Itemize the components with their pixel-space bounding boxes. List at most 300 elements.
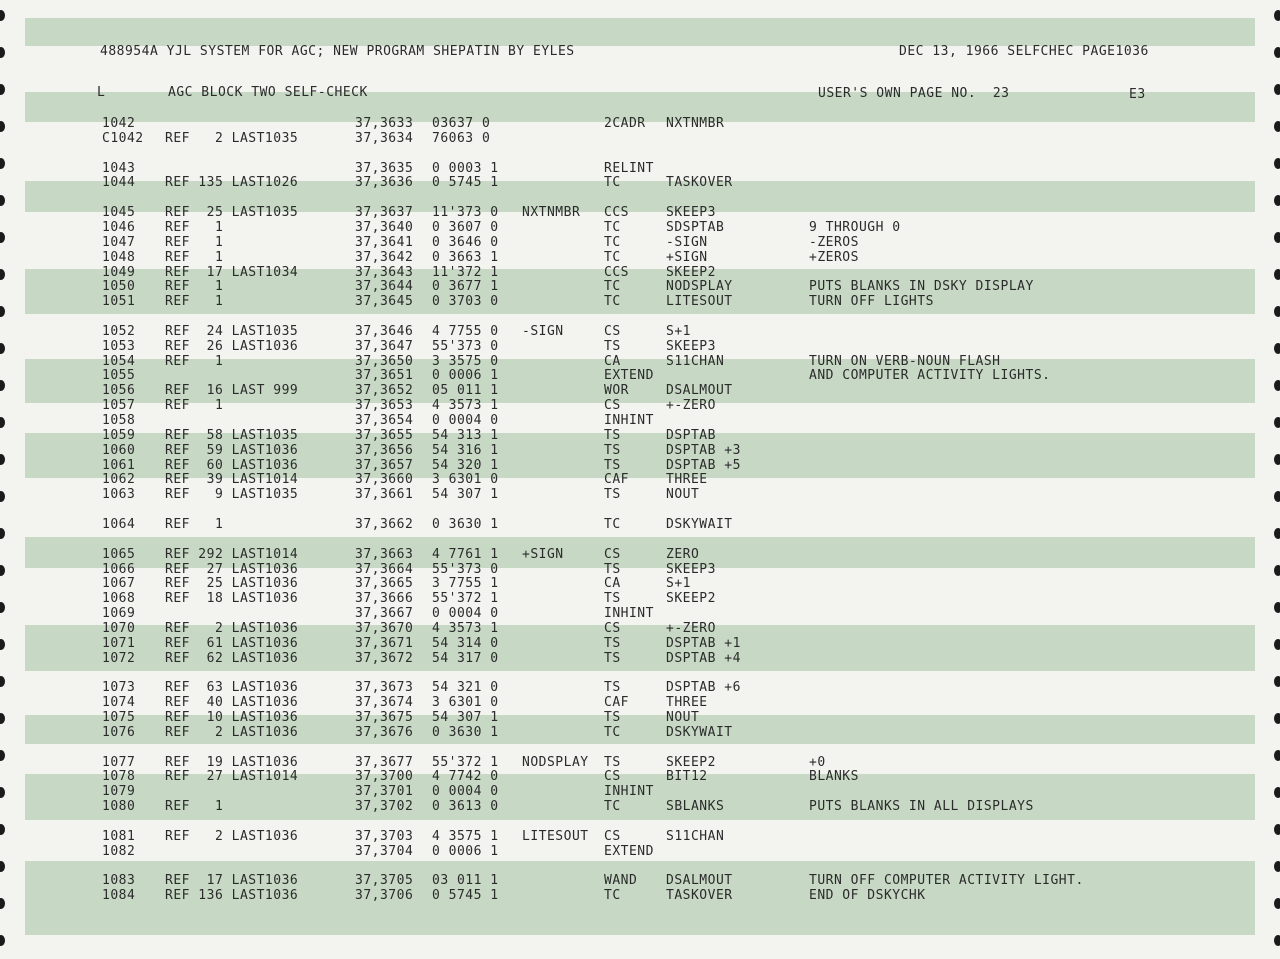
cell-op: TS bbox=[604, 710, 621, 725]
cell-arg: DSPTAB +1 bbox=[666, 635, 741, 651]
cell-code: 4 3575 1 bbox=[432, 828, 499, 844]
user-page-number: USER'S OWN PAGE NO. 23 bbox=[818, 86, 1010, 101]
cell-op: WOR bbox=[604, 383, 629, 399]
cell-code: 55'372 1 bbox=[432, 754, 499, 770]
cell-code: 0 0006 1 bbox=[432, 843, 499, 859]
cell-ref: REF 292 LAST1014 bbox=[165, 546, 299, 562]
cell-line: 1054 bbox=[102, 353, 136, 369]
cell-line: 1048 bbox=[102, 249, 136, 265]
cell-code: 54 307 1 bbox=[432, 487, 499, 503]
cell-line: 1079 bbox=[102, 784, 136, 800]
cell-arg: DSKYWAIT bbox=[666, 724, 733, 740]
cell-arg: SKEEP3 bbox=[666, 561, 716, 577]
cell-op: CA bbox=[604, 576, 621, 592]
listing-row bbox=[0, 547, 1280, 562]
cell-op: TS bbox=[604, 635, 621, 651]
cell-cmt: TURN OFF COMPUTER ACTIVITY LIGHT. bbox=[809, 873, 1084, 889]
cell-ref: REF 10 LAST1036 bbox=[165, 710, 299, 725]
listing-row bbox=[0, 472, 1280, 487]
cell-label: NODSPLAY bbox=[522, 754, 589, 770]
cell-arg: SKEEP3 bbox=[666, 205, 716, 221]
listing-row bbox=[0, 309, 1280, 324]
cell-ref: REF 2 LAST1035 bbox=[165, 130, 299, 146]
cell-addr: 37,3651 bbox=[355, 368, 414, 384]
cell-arg: S+1 bbox=[666, 576, 691, 592]
cell-ref: REF 18 LAST1036 bbox=[165, 591, 299, 607]
cell-code: 55'373 0 bbox=[432, 561, 499, 577]
cell-addr: 37,3677 bbox=[355, 754, 414, 770]
cell-line: 1065 bbox=[102, 546, 136, 562]
cell-op: TS bbox=[604, 442, 621, 458]
cell-line: 1047 bbox=[102, 234, 136, 250]
cell-arg: DSPTAB +3 bbox=[666, 442, 741, 458]
cell-code: 0 0006 1 bbox=[432, 368, 499, 384]
listing-row bbox=[0, 755, 1280, 770]
listing-row bbox=[0, 621, 1280, 636]
tractor-hole bbox=[1274, 935, 1280, 946]
cell-addr: 37,3641 bbox=[355, 234, 414, 250]
cell-code: 3 3575 0 bbox=[432, 353, 499, 369]
cell-line: 1058 bbox=[102, 413, 136, 428]
cell-line: 1063 bbox=[102, 487, 136, 503]
cell-line: 1045 bbox=[102, 205, 136, 221]
cell-op: TS bbox=[604, 680, 621, 696]
listing-row bbox=[0, 250, 1280, 265]
cell-code: 54 316 1 bbox=[432, 442, 499, 458]
cell-ref: REF 62 LAST1036 bbox=[165, 650, 299, 666]
cell-addr: 37,3655 bbox=[355, 427, 414, 443]
cell-code: 0 3663 1 bbox=[432, 249, 499, 265]
cell-arg: THREE bbox=[666, 695, 708, 711]
cell-addr: 37,3700 bbox=[355, 769, 414, 785]
cell-addr: 37,3653 bbox=[355, 398, 414, 414]
listing-row bbox=[0, 680, 1280, 695]
cell-arg: SBLANKS bbox=[666, 799, 725, 815]
cell-line: 1064 bbox=[102, 516, 136, 532]
listing-row bbox=[0, 695, 1280, 710]
listing-row bbox=[0, 784, 1280, 799]
cell-op: TS bbox=[604, 650, 621, 666]
cell-op: TC bbox=[604, 279, 621, 295]
cell-addr: 37,3705 bbox=[355, 873, 414, 889]
cell-code: 0 0003 1 bbox=[432, 160, 499, 176]
cell-arg: TASKOVER bbox=[666, 888, 733, 904]
listing-row bbox=[0, 161, 1280, 176]
cell-line: 1072 bbox=[102, 650, 136, 666]
listing-row bbox=[0, 636, 1280, 651]
cell-line: 1076 bbox=[102, 724, 136, 740]
cell-op: CA bbox=[604, 353, 621, 369]
cell-line: 1081 bbox=[102, 828, 136, 844]
cell-addr: 37,3675 bbox=[355, 710, 414, 725]
tractor-hole bbox=[1274, 47, 1280, 58]
cell-op: CS bbox=[604, 546, 621, 562]
cell-op: TS bbox=[604, 591, 621, 607]
cell-line: 1042 bbox=[102, 116, 136, 131]
cell-line: 1077 bbox=[102, 754, 136, 770]
cell-code: 05 011 1 bbox=[432, 383, 499, 399]
cell-code: 3 7755 1 bbox=[432, 576, 499, 592]
cell-code: 0 3613 0 bbox=[432, 799, 499, 815]
cell-code: 4 7761 1 bbox=[432, 546, 499, 562]
listing-row bbox=[0, 413, 1280, 428]
listing-row bbox=[0, 725, 1280, 740]
cell-cmt: TURN OFF LIGHTS bbox=[809, 294, 934, 310]
cell-arg: NXTNMBR bbox=[666, 116, 725, 131]
cell-ref: REF 1 bbox=[165, 234, 224, 250]
cell-line: C1042 bbox=[102, 130, 144, 146]
cell-code: 0 5745 1 bbox=[432, 175, 499, 191]
cell-addr: 37,3635 bbox=[355, 160, 414, 176]
cell-op: TC bbox=[604, 234, 621, 250]
tractor-hole bbox=[1274, 84, 1280, 95]
listing-row bbox=[0, 383, 1280, 398]
cell-arg: BIT12 bbox=[666, 769, 708, 785]
cell-ref: REF 24 LAST1035 bbox=[165, 323, 299, 339]
cell-code: 55'372 1 bbox=[432, 591, 499, 607]
cell-line: 1082 bbox=[102, 843, 136, 859]
listing-row bbox=[0, 606, 1280, 621]
cell-addr: 37,3634 bbox=[355, 130, 414, 146]
cell-code: 4 3573 1 bbox=[432, 398, 499, 414]
listing-row bbox=[0, 294, 1280, 309]
cell-ref: REF 1 bbox=[165, 294, 224, 310]
cell-code: 0 3630 1 bbox=[432, 516, 499, 532]
cell-op: TC bbox=[604, 219, 621, 235]
cell-arg: DSPTAB +5 bbox=[666, 457, 741, 473]
cell-code: 11'373 0 bbox=[432, 205, 499, 221]
cell-addr: 37,3704 bbox=[355, 843, 414, 859]
tractor-hole bbox=[0, 10, 5, 21]
cell-op: TS bbox=[604, 561, 621, 577]
listing-row bbox=[0, 220, 1280, 235]
cell-op: INHINT bbox=[604, 413, 654, 428]
cell-addr: 37,3671 bbox=[355, 635, 414, 651]
listing-row bbox=[0, 829, 1280, 844]
listing-row bbox=[0, 116, 1280, 131]
cell-addr: 37,3657 bbox=[355, 457, 414, 473]
cell-addr: 37,3665 bbox=[355, 576, 414, 592]
cell-ref: REF 16 LAST 999 bbox=[165, 383, 299, 399]
cell-op: TC bbox=[604, 294, 621, 310]
listing-row bbox=[0, 517, 1280, 532]
cell-addr: 37,3654 bbox=[355, 413, 414, 428]
cell-line: 1044 bbox=[102, 175, 136, 191]
cell-line: 1049 bbox=[102, 264, 136, 280]
cell-ref: REF 58 LAST1035 bbox=[165, 427, 299, 443]
cell-op: 2CADR bbox=[604, 116, 646, 131]
listing-row bbox=[0, 740, 1280, 755]
cell-code: 54 313 1 bbox=[432, 427, 499, 443]
cell-code: 03637 0 bbox=[432, 116, 491, 131]
listing-row bbox=[0, 532, 1280, 547]
cell-op: CS bbox=[604, 828, 621, 844]
cell-arg: -SIGN bbox=[666, 234, 708, 250]
listing-row bbox=[0, 562, 1280, 577]
cell-op: CCS bbox=[604, 264, 629, 280]
cell-line: 1070 bbox=[102, 620, 136, 636]
cell-addr: 37,3642 bbox=[355, 249, 414, 265]
cell-arg: DSALMOUT bbox=[666, 383, 733, 399]
cell-op: TS bbox=[604, 338, 621, 354]
listing-row bbox=[0, 651, 1280, 666]
cell-addr: 37,3647 bbox=[355, 338, 414, 354]
cell-addr: 37,3703 bbox=[355, 828, 414, 844]
cell-label: +SIGN bbox=[522, 546, 564, 562]
cell-addr: 37,3701 bbox=[355, 784, 414, 800]
cell-cmt: 9 THROUGH 0 bbox=[809, 219, 901, 235]
cell-line: 1059 bbox=[102, 427, 136, 443]
cell-op: TC bbox=[604, 888, 621, 904]
cell-addr: 37,3666 bbox=[355, 591, 414, 607]
cell-addr: 37,3633 bbox=[355, 116, 414, 131]
cell-ref: REF 40 LAST1036 bbox=[165, 695, 299, 711]
cell-op: TS bbox=[604, 457, 621, 473]
cell-line: 1053 bbox=[102, 338, 136, 354]
cell-ref: REF 25 LAST1036 bbox=[165, 576, 299, 592]
cell-arg: SKEEP2 bbox=[666, 591, 716, 607]
listing-row bbox=[0, 502, 1280, 517]
listing-row bbox=[0, 873, 1280, 888]
cell-op: CS bbox=[604, 398, 621, 414]
cell-code: 0 3703 0 bbox=[432, 294, 499, 310]
cell-addr: 37,3702 bbox=[355, 799, 414, 815]
listing-row bbox=[0, 814, 1280, 829]
cell-arg: ZERO bbox=[666, 546, 700, 562]
cell-code: 0 5745 1 bbox=[432, 888, 499, 904]
cell-line: 1046 bbox=[102, 219, 136, 235]
cell-op: EXTEND bbox=[604, 843, 654, 859]
cell-ref: REF 2 LAST1036 bbox=[165, 620, 299, 636]
cell-addr: 37,3646 bbox=[355, 323, 414, 339]
listing-row bbox=[0, 235, 1280, 250]
cell-op: CS bbox=[604, 323, 621, 339]
cell-line: 1043 bbox=[102, 160, 136, 176]
cell-line: 1068 bbox=[102, 591, 136, 607]
cell-addr: 37,3672 bbox=[355, 650, 414, 666]
tractor-hole bbox=[0, 84, 5, 95]
cell-arg: SDSPTAB bbox=[666, 219, 725, 235]
cell-line: 1060 bbox=[102, 442, 136, 458]
cell-code: 4 7742 0 bbox=[432, 769, 499, 785]
cell-op: RELINT bbox=[604, 160, 654, 176]
listing-row bbox=[0, 888, 1280, 903]
cell-arg: DSALMOUT bbox=[666, 873, 733, 889]
cell-op: TC bbox=[604, 799, 621, 815]
cell-cmt: BLANKS bbox=[809, 769, 859, 785]
cell-label: NXTNMBR bbox=[522, 205, 581, 221]
cell-arg: DSKYWAIT bbox=[666, 516, 733, 532]
cell-ref: REF 39 LAST1014 bbox=[165, 472, 299, 488]
cell-code: 0 3607 0 bbox=[432, 219, 499, 235]
cell-addr: 37,3706 bbox=[355, 888, 414, 904]
cell-code: 0 3677 1 bbox=[432, 279, 499, 295]
cell-cmt: PUTS BLANKS IN ALL DISPLAYS bbox=[809, 799, 1034, 815]
cell-addr: 37,3637 bbox=[355, 205, 414, 221]
cell-op: CAF bbox=[604, 695, 629, 711]
cell-line: 1071 bbox=[102, 635, 136, 651]
cell-arg: SKEEP2 bbox=[666, 754, 716, 770]
listing-row bbox=[0, 324, 1280, 339]
cell-ref: REF 1 bbox=[165, 398, 224, 414]
cell-addr: 37,3670 bbox=[355, 620, 414, 636]
cell-arg: S+1 bbox=[666, 323, 691, 339]
listing-row bbox=[0, 175, 1280, 190]
cell-line: 1074 bbox=[102, 695, 136, 711]
cell-line: 1075 bbox=[102, 710, 136, 725]
cell-addr: 37,3640 bbox=[355, 219, 414, 235]
cell-addr: 37,3643 bbox=[355, 264, 414, 280]
cell-ref: REF 26 LAST1036 bbox=[165, 338, 299, 354]
cell-code: 54 317 0 bbox=[432, 650, 499, 666]
cell-ref: REF 27 LAST1014 bbox=[165, 769, 299, 785]
cell-op: TC bbox=[604, 249, 621, 265]
cell-line: 1067 bbox=[102, 576, 136, 592]
cell-cmt: +0 bbox=[809, 754, 826, 770]
listing-marker: L bbox=[97, 85, 106, 100]
listing-code: E3 bbox=[1129, 87, 1146, 102]
cell-op: TC bbox=[604, 516, 621, 532]
cell-line: 1055 bbox=[102, 368, 136, 384]
cell-ref: REF 1 bbox=[165, 353, 224, 369]
cell-line: 1061 bbox=[102, 457, 136, 473]
cell-ref: REF 1 bbox=[165, 279, 224, 295]
listing-row bbox=[0, 591, 1280, 606]
listing-row bbox=[0, 279, 1280, 294]
cell-op: CCS bbox=[604, 205, 629, 221]
cell-line: 1051 bbox=[102, 294, 136, 310]
listing-row bbox=[0, 428, 1280, 443]
cell-addr: 37,3645 bbox=[355, 294, 414, 310]
cell-cmt: TURN ON VERB-NOUN FLASH bbox=[809, 353, 1001, 369]
cell-addr: 37,3650 bbox=[355, 353, 414, 369]
cell-ref: REF 135 LAST1026 bbox=[165, 175, 299, 191]
cell-line: 1062 bbox=[102, 472, 136, 488]
cell-line: 1066 bbox=[102, 561, 136, 577]
cell-addr: 37,3667 bbox=[355, 606, 414, 622]
cell-addr: 37,3662 bbox=[355, 516, 414, 532]
cell-code: 4 7755 0 bbox=[432, 323, 499, 339]
cell-addr: 37,3663 bbox=[355, 546, 414, 562]
cell-arg: TASKOVER bbox=[666, 175, 733, 191]
cell-label: LITESOUT bbox=[522, 828, 589, 844]
cell-line: 1052 bbox=[102, 323, 136, 339]
listing-row bbox=[0, 487, 1280, 502]
cell-line: 1056 bbox=[102, 383, 136, 399]
tractor-hole bbox=[1274, 10, 1280, 21]
cell-arg: SKEEP2 bbox=[666, 264, 716, 280]
cell-arg: +-ZERO bbox=[666, 398, 716, 414]
cell-code: 55'373 0 bbox=[432, 338, 499, 354]
cell-arg: +SIGN bbox=[666, 249, 708, 265]
header-title: 488954A YJL SYSTEM FOR AGC; NEW PROGRAM SHEPATIN BY EYLES bbox=[100, 44, 575, 59]
cell-code: 3 6301 0 bbox=[432, 472, 499, 488]
cell-ref: REF 1 bbox=[165, 516, 224, 532]
cell-ref: REF 1 bbox=[165, 799, 224, 815]
cell-code: 4 3573 1 bbox=[432, 620, 499, 636]
cell-code: 54 307 1 bbox=[432, 710, 499, 725]
cell-line: 1050 bbox=[102, 279, 136, 295]
cell-addr: 37,3636 bbox=[355, 175, 414, 191]
cell-addr: 37,3644 bbox=[355, 279, 414, 295]
listing-row bbox=[0, 799, 1280, 814]
listing-row bbox=[0, 769, 1280, 784]
cell-op: TS bbox=[604, 427, 621, 443]
listing-row bbox=[0, 265, 1280, 280]
cell-op: INHINT bbox=[604, 606, 654, 622]
cell-code: 54 314 0 bbox=[432, 635, 499, 651]
tractor-hole bbox=[0, 935, 5, 946]
listing-row bbox=[0, 131, 1280, 146]
listing-row bbox=[0, 443, 1280, 458]
cell-code: 3 6301 0 bbox=[432, 695, 499, 711]
listing-row bbox=[0, 205, 1280, 220]
cell-addr: 37,3673 bbox=[355, 680, 414, 696]
cell-op: CS bbox=[604, 769, 621, 785]
cell-line: 1057 bbox=[102, 398, 136, 414]
listing-row bbox=[0, 859, 1280, 874]
listing-row bbox=[0, 458, 1280, 473]
listing-row bbox=[0, 146, 1280, 161]
cell-code: 03 011 1 bbox=[432, 873, 499, 889]
cell-addr: 37,3660 bbox=[355, 472, 414, 488]
cell-addr: 37,3661 bbox=[355, 487, 414, 503]
listing-row bbox=[0, 398, 1280, 413]
cell-op: EXTEND bbox=[604, 368, 654, 384]
header-date-page: DEC 13, 1966 SELFCHEC PAGE1036 bbox=[899, 44, 1149, 59]
cell-line: 1080 bbox=[102, 799, 136, 815]
listing-row bbox=[0, 354, 1280, 369]
cell-op: INHINT bbox=[604, 784, 654, 800]
cell-arg: DSPTAB bbox=[666, 427, 716, 443]
listing-row bbox=[0, 844, 1280, 859]
cell-addr: 37,3656 bbox=[355, 442, 414, 458]
listing-row bbox=[0, 665, 1280, 680]
listing-row bbox=[0, 339, 1280, 354]
cell-op: CAF bbox=[604, 472, 629, 488]
cell-ref: REF 2 LAST1036 bbox=[165, 724, 299, 740]
cell-ref: REF 63 LAST1036 bbox=[165, 680, 299, 696]
cell-op: CS bbox=[604, 620, 621, 636]
cell-arg: +-ZERO bbox=[666, 620, 716, 636]
cell-cmt: AND COMPUTER ACTIVITY LIGHTS. bbox=[809, 368, 1051, 384]
cell-ref: REF 1 bbox=[165, 249, 224, 265]
cell-ref: REF 25 LAST1035 bbox=[165, 205, 299, 221]
cell-code: 0 0004 0 bbox=[432, 606, 499, 622]
cell-code: 54 320 1 bbox=[432, 457, 499, 473]
cell-arg: THREE bbox=[666, 472, 708, 488]
cell-arg: DSPTAB +6 bbox=[666, 680, 741, 696]
listing-title: AGC BLOCK TWO SELF-CHECK bbox=[168, 85, 368, 100]
cell-addr: 37,3652 bbox=[355, 383, 414, 399]
cell-ref: REF 19 LAST1036 bbox=[165, 754, 299, 770]
cell-ref: REF 17 LAST1036 bbox=[165, 873, 299, 889]
cell-addr: 37,3676 bbox=[355, 724, 414, 740]
cell-cmt: +ZEROS bbox=[809, 249, 859, 265]
green-band bbox=[25, 18, 1255, 46]
cell-cmt: -ZEROS bbox=[809, 234, 859, 250]
cell-line: 1083 bbox=[102, 873, 136, 889]
cell-addr: 37,3664 bbox=[355, 561, 414, 577]
cell-op: TS bbox=[604, 754, 621, 770]
cell-arg: NODSPLAY bbox=[666, 279, 733, 295]
cell-line: 1073 bbox=[102, 680, 136, 696]
cell-code: 0 0004 0 bbox=[432, 784, 499, 800]
cell-cmt: PUTS BLANKS IN DSKY DISPLAY bbox=[809, 279, 1034, 295]
cell-arg: LITESOUT bbox=[666, 294, 733, 310]
cell-code: 54 321 0 bbox=[432, 680, 499, 696]
cell-ref: REF 60 LAST1036 bbox=[165, 457, 299, 473]
